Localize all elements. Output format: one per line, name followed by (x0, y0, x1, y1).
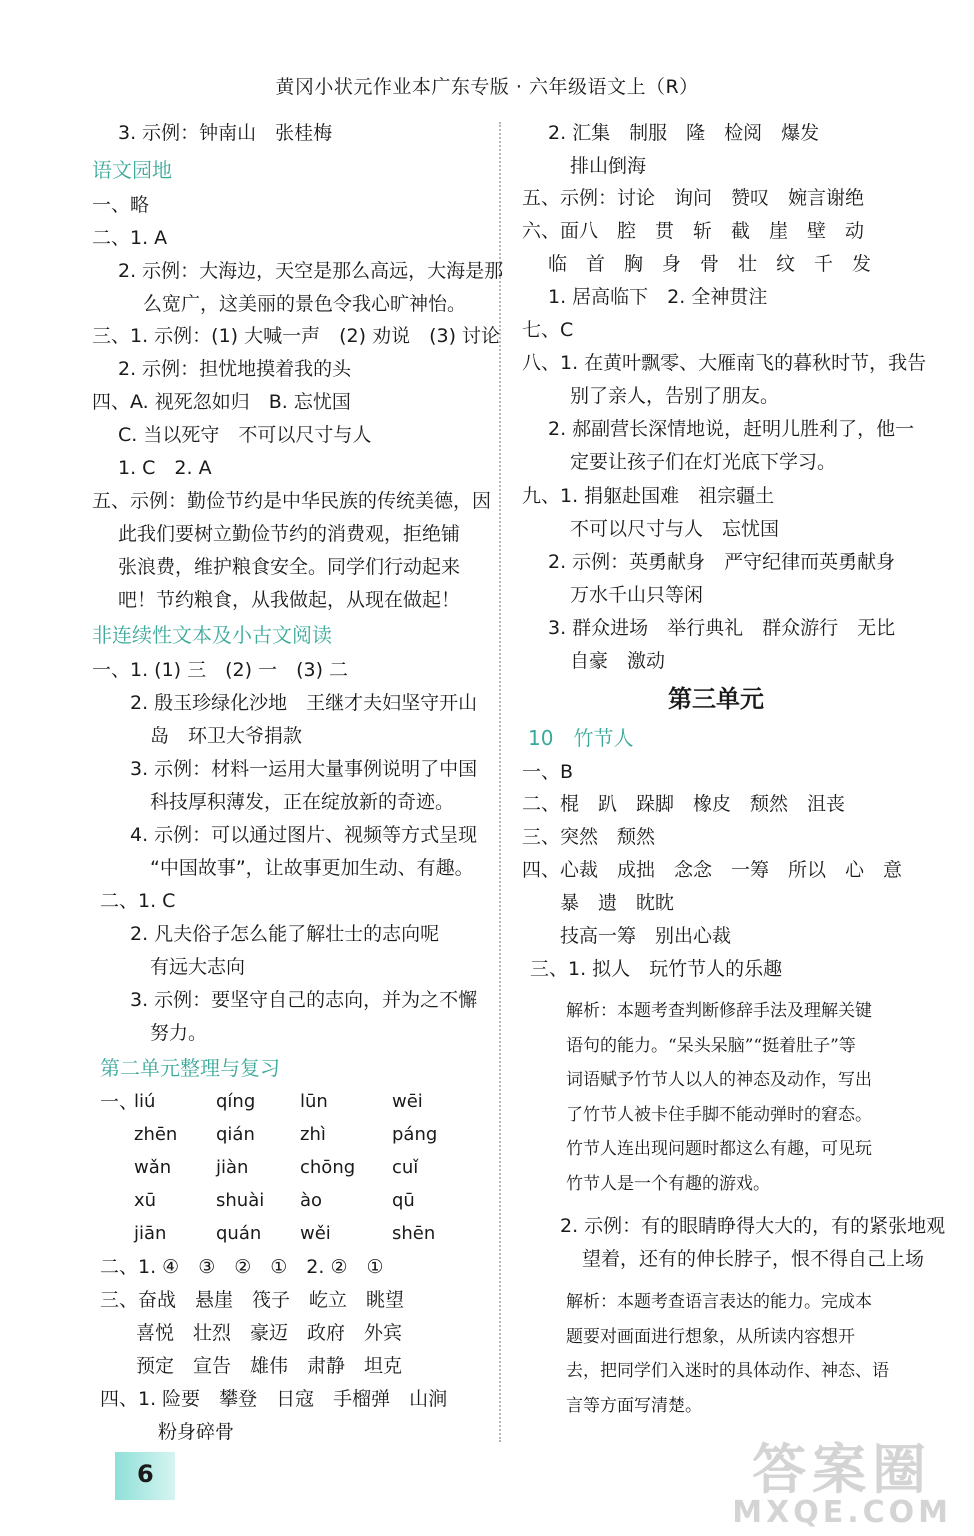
left-line: 1. C 2. A (118, 457, 212, 479)
right-line: 望着，还有的伸长脖子，恨不得自己上场 (582, 1248, 925, 1270)
watermark-logo (732, 1438, 952, 1530)
right-line: 1. 居高临下 2. 全神贯注 (548, 286, 768, 308)
left-line: 一、略 (92, 194, 150, 216)
left-line: 吧！节约粮食，从我做起，从现在做起！ (118, 589, 461, 611)
right-line: 五、示例：讨论 询问 赞叹 婉言谢绝 (522, 187, 865, 209)
right-line: 四、心裁 成拙 念念 一筹 所以 心 意 (522, 859, 903, 881)
analysis1-line: 解析：本题考查判断修辞手法及理解关键 (566, 1001, 872, 1021)
watermark-url: MXQE.COM (732, 1495, 952, 1530)
left-line: 3. 示例：材料一运用大量事例说明了中国 (130, 758, 478, 780)
left-line: 2. 凡夫俗子怎么能了解壮士的志向呢 (130, 923, 440, 945)
left-line: 四、1. 险要 攀登 日寇 手榴弹 山涧 (100, 1388, 448, 1410)
left-line: 三、1. 示例：(1) 大喊一声 (2) 劝说 (3) 讨论 (92, 325, 501, 347)
page-number-badge (115, 1452, 175, 1500)
right-line: 暴 遗 眈眈 (560, 892, 675, 914)
unit-title: 第三单元 (668, 685, 764, 713)
pinyin-cell: chōng (300, 1157, 356, 1178)
pinyin-cell: wěi (300, 1223, 331, 1244)
left-line: 一、1. (1) 三 (2) 一 (3) 二 (92, 659, 349, 681)
left-line: 二、1. ④ ③ ② ① 2. ② ① (100, 1256, 384, 1278)
left-line: 努力。 (150, 1022, 208, 1044)
right-line: 2. 示例：有的眼睛睁得大大的，有的紧张地观 (560, 1215, 946, 1237)
left-line: 3. 示例：钟南山 张桂梅 (118, 122, 333, 144)
left-line: 二、1. C (100, 890, 176, 912)
right-line: 一、B (522, 761, 574, 783)
left-line: 四、A. 视死忽如归 B. 忘忧国 (92, 391, 351, 413)
pinyin-cell: zhēn (134, 1124, 178, 1145)
left-line: 第二单元整理与复习 (100, 1056, 280, 1080)
column-divider (499, 122, 501, 1442)
right-line: 不可以尺寸与人 忘忧国 (570, 518, 780, 540)
pinyin-cell: liú (134, 1091, 156, 1112)
page-number: 6 (137, 1460, 154, 1488)
analysis1-line: 词语赋予竹节人以人的神态及动作，写出 (566, 1070, 872, 1090)
pinyin-cell: qián (216, 1124, 255, 1145)
right-line: 八、1. 在黄叶飘零、大雁南飞的暮秋时节，我告 (522, 352, 927, 374)
left-line: “中国故事”，让故事更加生动、有趣。 (150, 857, 474, 879)
pinyin-label: 一、 (100, 1091, 139, 1113)
right-line: 七、C (522, 319, 574, 341)
analysis1-line: 了竹节人被卡住手脚不能动弹时的窘态。 (566, 1104, 872, 1125)
analysis1-line: 语句的能力。“呆头呆脑”“挺着肚子”等 (566, 1035, 856, 1056)
left-line: 科技厚积薄发，正在绽放新的奇迹。 (150, 791, 455, 813)
watermark-title: 答案圈 (752, 1438, 933, 1501)
pinyin-cell: ào (300, 1190, 323, 1211)
analysis1-line: 竹节人是一个有趣的游戏。 (566, 1173, 770, 1194)
analysis2-line: 去，把同学们入迷时的具体动作、神态、语 (566, 1361, 889, 1381)
left-line: 2. 殷玉珍绿化沙地 王继才夫妇坚守开山 (130, 692, 478, 714)
left-line: 此我们要树立勤俭节约的消费观，拒绝铺 (118, 523, 461, 545)
left-line: 岛 环卫大爷捐款 (150, 725, 303, 747)
analysis2-line: 言等方面写清楚。 (566, 1395, 702, 1416)
right-line: 2. 示例：英勇献身 严守纪律而英勇献身 (548, 551, 896, 573)
left-line: C. 当以死守 不可以尺寸与人 (118, 424, 372, 446)
left-line: 预定 宣告 雄伟 肃静 坦克 (136, 1355, 403, 1377)
right-line: 临 首 胸 身 骨 壮 纹 千 发 (548, 253, 872, 275)
analysis2-line: 解析：本题考查语言表达的能力。完成本 (566, 1292, 872, 1312)
right-line: 定要让孩子们在灯光底下学习。 (570, 451, 837, 473)
analysis2-line: 题要对画面进行想象，从所读内容想开 (566, 1326, 855, 1347)
right-line: 2. 郝副营长深情地说，赶明儿胜利了，他一 (548, 418, 915, 440)
right-line: 2. 汇集 制服 隆 检阅 爆发 (548, 122, 820, 144)
right-line: 六、面八 腔 贯 斩 截 崖 壁 动 (522, 220, 865, 242)
left-line: 三、奋战 悬崖 筏子 屹立 眺望 (100, 1289, 405, 1311)
left-line: 2. 示例：大海边，天空是那么高远，大海是那 (118, 260, 504, 282)
right-line: 自豪 激动 (570, 650, 666, 672)
left-line: 喜悦 壮烈 豪迈 政府 外宾 (136, 1322, 403, 1344)
right-line: 3. 群众进场 举行典礼 群众游行 无比 (548, 617, 896, 639)
pinyin-cell: qū (392, 1190, 415, 1211)
pinyin-cell: cuǐ (392, 1157, 419, 1178)
pinyin-cell: shuài (216, 1190, 265, 1211)
left-line: 3. 示例：要坚守自己的志向，并为之不懈 (130, 989, 478, 1011)
pinyin-cell: jiàn (216, 1157, 249, 1178)
right-line: 九、1. 捐躯赴国难 祖宗疆土 (522, 485, 775, 507)
pinyin-cell: xū (134, 1190, 157, 1211)
pinyin-cell: quán (216, 1223, 262, 1244)
right-line: 技高一筹 别出心裁 (560, 925, 732, 947)
right-line: 二、棍 趴 跺脚 橡皮 颓然 沮丧 (522, 793, 846, 815)
left-line: 粉身碎骨 (158, 1421, 235, 1443)
left-line: 二、1. A (92, 227, 168, 249)
right-line: 万水千山只等闲 (570, 584, 704, 606)
right-line: 三、1. 拟人 玩竹节人的乐趣 (530, 958, 783, 980)
left-line: 语文园地 (92, 158, 172, 182)
pinyin-cell: jiān (134, 1223, 167, 1244)
page-header: 黄冈小状元作业本广东专版 · 六年级语文上（R） (275, 76, 699, 98)
left-line: 么宽广，这美丽的景色令我心旷神怡。 (143, 293, 467, 315)
left-line: 2. 示例：担忧地摸着我的头 (118, 358, 352, 380)
left-line: 有远大志向 (150, 956, 246, 978)
pinyin-cell: qíng (216, 1091, 256, 1112)
pinyin-cell: lūn (300, 1091, 328, 1112)
left-line: 五、示例：勤俭节约是中华民族的传统美德，因 (92, 490, 492, 512)
left-line: 张浪费，维护粮食安全。同学们行动起来 (118, 556, 461, 578)
pinyin-cell: páng (392, 1124, 438, 1145)
left-line: 4. 示例：可以通过图片、视频等方式呈现 (130, 824, 478, 846)
right-line: 10 竹节人 (528, 726, 634, 750)
right-line: 别了亲人，告别了朋友。 (570, 385, 780, 407)
left-line: 非连续性文本及小古文阅读 (92, 623, 332, 647)
right-line: 三、突然 颓然 (522, 826, 656, 848)
pinyin-cell: wēi (392, 1091, 423, 1112)
right-line: 排山倒海 (570, 155, 647, 177)
analysis1-line: 竹节人连出现问题时都这么有趣，可见玩 (566, 1139, 872, 1159)
pinyin-cell: shēn (392, 1223, 436, 1244)
pinyin-cell: wǎn (134, 1157, 172, 1178)
pinyin-cell: zhì (300, 1124, 326, 1145)
